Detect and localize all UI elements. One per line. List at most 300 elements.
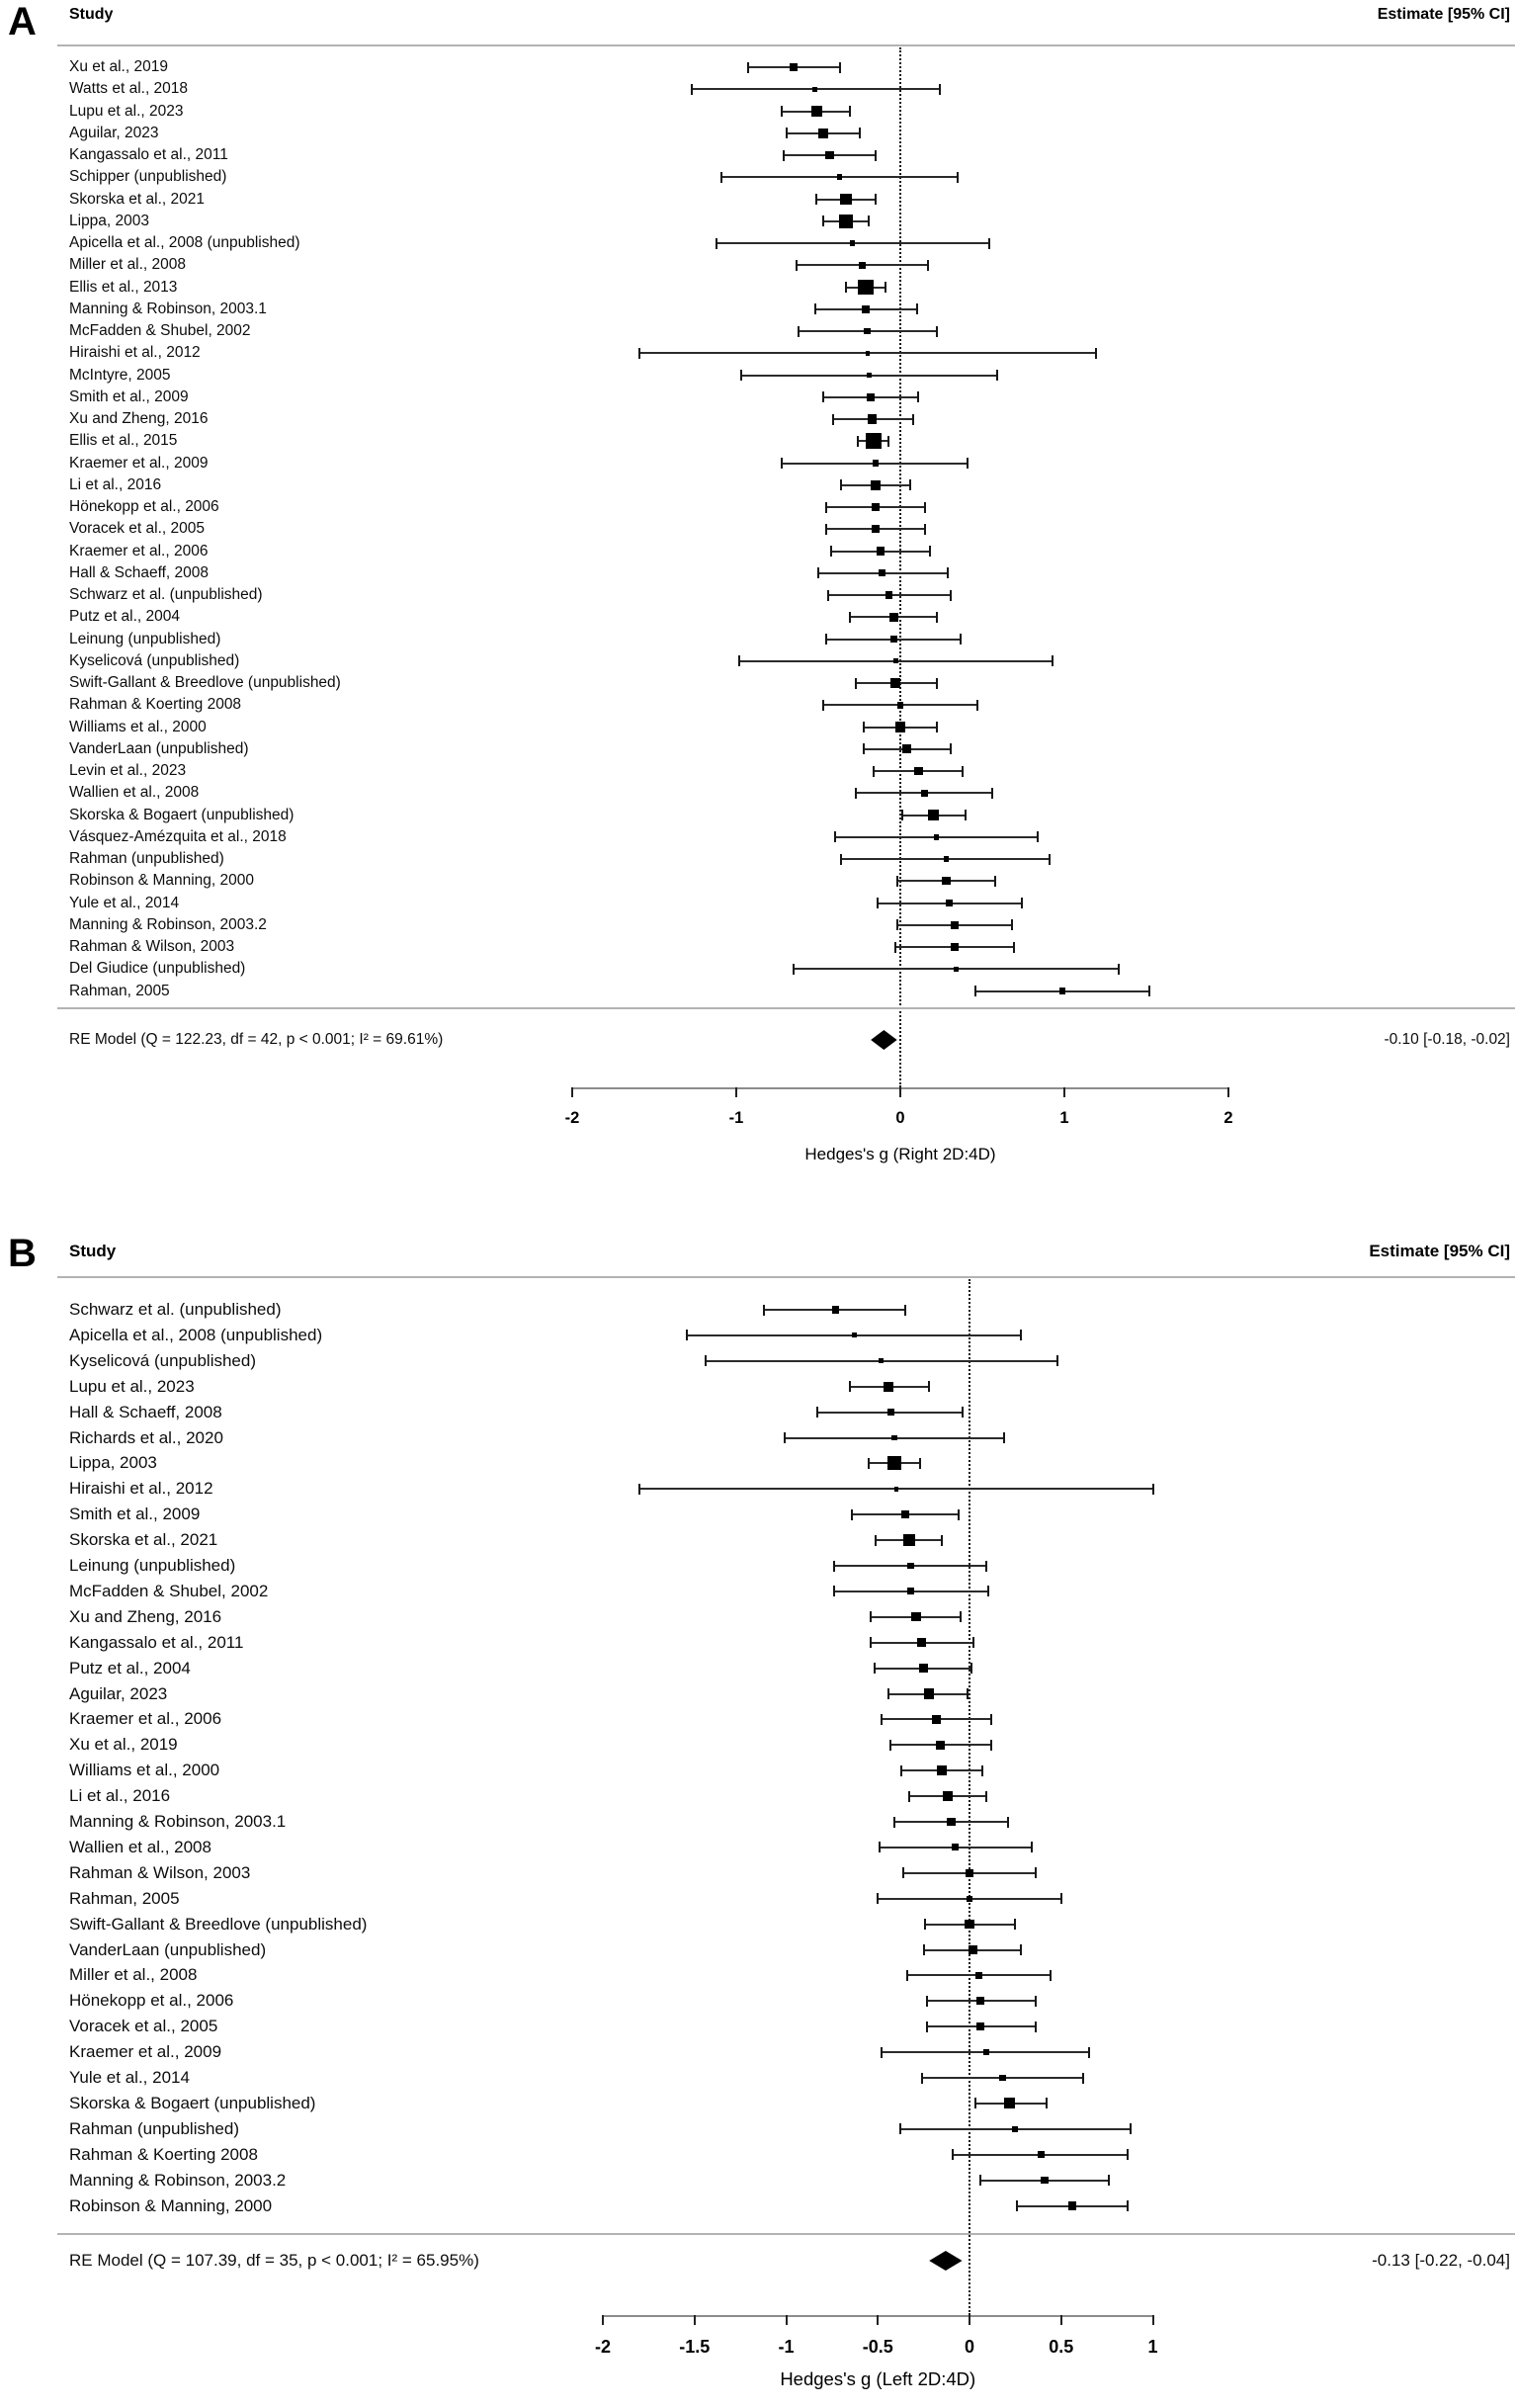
ci-cap-left: [974, 2098, 976, 2108]
study-name: McIntyre, 2005: [69, 366, 171, 384]
ci-cap-right: [936, 326, 938, 337]
x-axis-tick: [877, 2315, 879, 2325]
ci-cap-right: [1046, 2098, 1048, 2108]
study-name: Schwarz et al. (unpublished): [69, 1300, 282, 1319]
study-name: Ellis et al., 2015: [69, 432, 178, 450]
study-name: Lupu et al., 2023: [69, 102, 184, 120]
ci-cap-left: [686, 1330, 688, 1340]
ci-cap-left: [855, 788, 857, 799]
point-estimate-marker: [965, 1920, 973, 1929]
point-estimate-marker: [943, 1791, 953, 1801]
point-estimate-marker: [942, 877, 950, 885]
ci-cap-left: [827, 590, 829, 601]
study-name: Hönekopp et al., 2006: [69, 498, 219, 515]
x-axis-tick-label: 2: [1223, 1109, 1233, 1127]
ci-cap-right: [990, 1714, 992, 1725]
ci-cap-right: [1050, 1970, 1052, 1981]
ci-cap-left: [817, 567, 819, 578]
ci-cap-right: [849, 106, 851, 117]
point-estimate-marker: [879, 569, 885, 576]
ci-cap-left: [781, 458, 783, 469]
point-estimate-marker: [907, 1588, 914, 1594]
point-estimate-marker: [1038, 2151, 1045, 2158]
ci-cap-left: [763, 1305, 765, 1316]
x-axis-tick: [899, 1087, 901, 1097]
ci-cap-right: [839, 62, 841, 73]
ci-cap-right: [994, 876, 996, 887]
study-name: Xu and Zheng, 2016: [69, 410, 209, 427]
ci-cap-left: [849, 612, 851, 623]
study-name: Miller et al., 2008: [69, 1965, 198, 1985]
ci-cap-left: [832, 414, 834, 425]
point-estimate-marker: [1041, 2177, 1049, 2185]
study-name: Putz et al., 2004: [69, 1658, 191, 1677]
ci-cap-right: [985, 1561, 987, 1572]
x-axis-tick: [694, 2315, 696, 2325]
x-axis-tick-label: -0.5: [862, 2337, 893, 2357]
ci-cap-left: [833, 1586, 835, 1596]
re-model-estimate: -0.10 [-0.18, -0.02]: [1384, 1031, 1510, 1048]
panel-label: A: [8, 0, 37, 43]
ci-cap-right: [1056, 1355, 1058, 1366]
study-column-header: Study: [69, 1242, 117, 1260]
point-estimate-marker: [872, 525, 880, 533]
ci-cap-right: [1020, 1944, 1022, 1955]
point-estimate-marker: [1012, 2126, 1018, 2132]
ci-cap-left: [926, 2021, 928, 2032]
ci-cap-right: [1060, 1893, 1062, 1904]
study-name: Skorska et al., 2021: [69, 190, 205, 208]
ci-cap-right: [939, 84, 941, 95]
study-name: Wallien et al., 2008: [69, 784, 200, 802]
point-estimate-marker: [864, 328, 871, 335]
ci-cap-right: [976, 700, 978, 711]
x-axis-tick: [602, 2315, 604, 2325]
ci-cap-right: [962, 766, 964, 777]
ci-cap-right: [912, 414, 914, 425]
study-name: VanderLaan (unpublished): [69, 739, 249, 757]
study-name: Rahman & Wilson, 2003: [69, 1862, 251, 1882]
ci-cap-left: [881, 1714, 883, 1725]
point-estimate-marker: [917, 1638, 926, 1647]
ci-cap-right: [936, 678, 938, 689]
ci-cap-right: [1118, 964, 1120, 975]
point-estimate-marker: [914, 767, 923, 776]
ci-cap-right: [950, 590, 952, 601]
ci-cap-right: [960, 1611, 962, 1622]
ci-cap-left: [874, 1663, 876, 1674]
ci-cap-right: [868, 215, 870, 226]
study-name: Hiraishi et al., 2012: [69, 344, 201, 362]
point-estimate-marker: [903, 1534, 915, 1546]
ci-cap-right: [919, 1458, 921, 1469]
study-name: Kraemer et al., 2006: [69, 542, 209, 559]
study-name: Rahman & Koerting 2008: [69, 2144, 258, 2164]
re-model-label: RE Model (Q = 122.23, df = 42, p < 0.001; I² = 69.61%): [69, 1031, 444, 1048]
ci-cap-left: [815, 194, 817, 205]
ci-cap-right: [1031, 1842, 1033, 1852]
study-name: Levin et al., 2023: [69, 762, 187, 779]
point-estimate-marker: [858, 280, 874, 296]
point-estimate-marker: [946, 900, 953, 906]
ci-cap-left: [863, 722, 865, 732]
ci-cap-left: [887, 1688, 889, 1699]
point-estimate-marker: [868, 414, 877, 423]
ci-cap-right: [1088, 2047, 1090, 2058]
point-estimate-marker: [901, 1510, 910, 1519]
study-name: Manning & Robinson, 2003.1: [69, 1812, 287, 1831]
ci-cap-left: [902, 1867, 904, 1878]
ci-cap-right: [947, 567, 949, 578]
study-name: Robinson & Manning, 2000: [69, 2195, 273, 2215]
point-estimate-marker: [1059, 988, 1065, 993]
study-name: Miller et al., 2008: [69, 256, 187, 274]
study-name: McFadden & Shubel, 2002: [69, 322, 251, 339]
ci-cap-left: [877, 898, 879, 908]
study-name: VanderLaan (unpublished): [69, 1939, 267, 1959]
study-name: Manning & Robinson, 2003.1: [69, 300, 267, 317]
ci-cap-right: [972, 1637, 974, 1648]
study-name: Kangassalo et al., 2011: [69, 1632, 244, 1652]
point-estimate-marker: [889, 613, 898, 622]
study-name: Wallien et al., 2008: [69, 1837, 211, 1856]
study-name: Hiraishi et al., 2012: [69, 1479, 213, 1499]
ci-cap-left: [908, 1791, 910, 1802]
ci-cap-left: [868, 1458, 870, 1469]
study-column-header: Study: [69, 6, 114, 23]
study-name: Yule et al., 2014: [69, 894, 180, 911]
panel-label: B: [8, 1232, 37, 1275]
ci-cap-left: [822, 215, 824, 226]
ci-cap-right: [970, 1663, 972, 1674]
ci-cap-left: [793, 964, 795, 975]
ci-cap-left: [899, 2123, 901, 2134]
ci-cap-left: [924, 1919, 926, 1930]
ci-cap-right: [981, 1765, 983, 1776]
x-axis-tick-label: -2: [594, 2337, 611, 2357]
ci-cap-left: [825, 634, 827, 645]
study-name: Kraemer et al., 2009: [69, 2042, 222, 2062]
study-name: Apicella et al., 2008 (unpublished): [69, 1325, 323, 1344]
ci-cap-left: [781, 106, 783, 117]
x-axis-tick: [1227, 1087, 1229, 1097]
study-name: Kraemer et al., 2009: [69, 454, 209, 472]
study-name: Swift-Gallant & Breedlove (unpublished): [69, 1914, 368, 1934]
point-estimate-marker: [873, 460, 879, 466]
point-estimate-marker: [885, 591, 892, 598]
point-estimate-marker: [818, 129, 828, 138]
study-name: Manning & Robinson, 2003.2: [69, 2170, 287, 2190]
point-estimate-marker: [884, 1382, 893, 1392]
point-estimate-marker: [825, 151, 834, 160]
study-name: Skorska & Bogaert (unpublished): [69, 2093, 316, 2112]
ci-cap-right: [950, 743, 952, 754]
ci-cap-left: [814, 303, 816, 314]
point-estimate-marker: [866, 351, 871, 356]
ci-cap-left: [840, 479, 842, 490]
x-axis-title: Hedges's g (Right 2D:4D): [804, 1145, 996, 1163]
ci-cap-right: [988, 238, 990, 249]
point-estimate-marker: [911, 1612, 920, 1621]
study-name: Robinson & Manning, 2000: [69, 872, 254, 890]
summary-rule: [57, 2233, 1515, 2235]
study-name: Voracek et al., 2005: [69, 520, 206, 538]
ci-cap-left: [638, 348, 640, 359]
x-axis-tick-label: 0: [964, 2337, 974, 2357]
ci-cap-left: [875, 1535, 877, 1546]
x-axis-tick: [1063, 1087, 1065, 1097]
ci-cap-left: [740, 370, 742, 381]
ci-cap-left: [720, 172, 722, 183]
ci-cap-right: [987, 1586, 989, 1596]
ci-cap-left: [840, 854, 842, 865]
x-axis-tick-label: -2: [564, 1109, 580, 1127]
point-estimate-marker: [969, 1945, 977, 1954]
point-estimate-marker: [951, 943, 959, 951]
x-axis-tick-label: -1: [778, 2337, 795, 2357]
re-model-estimate: -0.13 [-0.22, -0.04]: [1372, 2251, 1510, 2270]
ci-cap-right: [941, 1535, 943, 1546]
estimate-column-header: Estimate [95% CI]: [1369, 1242, 1510, 1260]
study-name: Hall & Schaeff, 2008: [69, 563, 210, 581]
ci-cap-left: [974, 986, 976, 996]
ci-cap-right: [904, 1305, 906, 1316]
ci-cap-left: [691, 84, 693, 95]
ci-cap-left: [857, 436, 859, 447]
ci-cap-right: [1148, 986, 1150, 996]
point-estimate-marker: [887, 1409, 894, 1416]
ci-cap-right: [924, 502, 926, 513]
ci-cap-left: [796, 260, 798, 271]
ci-cap-right: [960, 634, 962, 645]
study-name: Rahman & Wilson, 2003: [69, 938, 235, 955]
ci-cap-right: [967, 1688, 969, 1699]
study-name: Yule et al., 2014: [69, 2068, 190, 2087]
ci-cap-right: [1127, 2149, 1129, 2160]
ci-cap-right: [859, 128, 861, 138]
point-estimate-marker: [840, 194, 852, 206]
ci-cap-left: [638, 1484, 640, 1495]
study-name: Li et al., 2016: [69, 1786, 171, 1806]
ci-cap-right: [967, 458, 969, 469]
point-estimate-marker: [872, 503, 880, 511]
x-axis-tick-label: 1: [1059, 1109, 1069, 1127]
ci-cap-right: [875, 194, 877, 205]
x-axis-tick-label: -1: [728, 1109, 744, 1127]
ci-cap-right: [927, 260, 929, 271]
study-name: Rahman & Koerting 2008: [69, 696, 242, 714]
study-name: Del Giudice (unpublished): [69, 960, 246, 978]
x-axis-tick: [786, 2315, 788, 2325]
ci-cap-left: [834, 831, 836, 842]
point-estimate-marker: [944, 856, 950, 862]
point-estimate-marker: [947, 1818, 955, 1826]
estimate-column-header: Estimate [95% CI]: [1377, 6, 1510, 23]
x-axis-tick: [969, 2315, 970, 2325]
study-name: Apicella et al., 2008 (unpublished): [69, 234, 300, 251]
study-name: Leinung (unpublished): [69, 630, 221, 647]
study-name: Li et al., 2016: [69, 475, 162, 493]
ci-cap-left: [979, 2175, 981, 2186]
ci-cap-left: [879, 1842, 881, 1852]
ci-cap-left: [896, 876, 898, 887]
study-name: Williams et al., 2000: [69, 1761, 220, 1780]
ci-cap-right: [916, 303, 918, 314]
summary-rule: [57, 1007, 1515, 1009]
ci-cap-right: [936, 722, 938, 732]
study-name: Lippa, 2003: [69, 212, 150, 229]
ci-cap-left: [894, 942, 896, 953]
point-estimate-marker: [852, 1333, 857, 1337]
point-estimate-marker: [859, 262, 866, 269]
point-estimate-marker: [934, 834, 940, 840]
point-estimate-marker: [921, 790, 928, 797]
study-name: Manning & Robinson, 2003.2: [69, 915, 267, 933]
ci-cap-right: [887, 436, 889, 447]
ci-cap-left: [863, 743, 865, 754]
point-estimate-marker: [877, 547, 885, 555]
ci-cap-left: [881, 2047, 883, 2058]
ci-cap-left: [923, 1944, 925, 1955]
ci-cap-left: [825, 524, 827, 535]
ci-cap-right: [1003, 1432, 1005, 1443]
ci-cap-left: [877, 1893, 879, 1904]
study-name: Smith et al., 2009: [69, 1505, 201, 1524]
re-model-diamond: [929, 2251, 962, 2271]
point-estimate-marker: [871, 480, 881, 490]
point-estimate-marker: [951, 921, 959, 929]
ci-cap-right: [928, 1381, 930, 1392]
point-estimate-marker: [1068, 2201, 1076, 2209]
ci-cap-right: [1035, 1996, 1037, 2007]
ci-cap-left: [870, 1611, 872, 1622]
ci-cap-right: [1130, 2123, 1132, 2134]
ci-cap-left: [896, 919, 898, 930]
ci-cap-left: [845, 282, 847, 293]
ci-cap-right: [1011, 919, 1013, 930]
point-estimate-marker: [811, 106, 822, 117]
ci-cap-right: [924, 524, 926, 535]
point-estimate-marker: [937, 1765, 947, 1775]
point-estimate-marker: [1004, 2098, 1015, 2108]
ci-cap-right: [909, 479, 911, 490]
ci-cap-right: [1013, 942, 1015, 953]
x-axis-title: Hedges's g (Left 2D:4D): [780, 2368, 976, 2389]
point-estimate-marker: [966, 1869, 973, 1877]
ci-cap-right: [996, 370, 998, 381]
point-estimate-marker: [983, 2049, 989, 2055]
point-estimate-marker: [952, 1844, 959, 1850]
ci-cap-left: [921, 2073, 923, 2084]
ci-cap-left: [784, 1432, 786, 1443]
ci-cap-left: [855, 678, 857, 689]
point-estimate-marker: [897, 702, 904, 709]
study-name: Xu et al., 2019: [69, 1735, 178, 1755]
ci-cap-right: [885, 282, 886, 293]
ci-cap-left: [1016, 2200, 1018, 2211]
study-name: Leinung (unpublished): [69, 1556, 236, 1575]
point-estimate-marker: [975, 1972, 982, 1979]
ci-cap-left: [825, 502, 827, 513]
study-name: Lippa, 2003: [69, 1453, 157, 1473]
point-estimate-marker: [837, 174, 843, 180]
point-estimate-marker: [790, 63, 799, 72]
study-name: Williams et al., 2000: [69, 718, 207, 735]
ci-cap-right: [917, 391, 919, 402]
ci-cap-left: [798, 326, 800, 337]
point-estimate-marker: [936, 1741, 945, 1750]
study-name: Aguilar, 2023: [69, 1683, 168, 1703]
ci-cap-left: [893, 1817, 895, 1828]
study-name: Ellis et al., 2013: [69, 278, 178, 296]
study-name: Voracek et al., 2005: [69, 2017, 218, 2036]
point-estimate-marker: [893, 658, 898, 663]
ci-cap-right: [957, 172, 959, 183]
point-estimate-marker: [976, 2022, 984, 2030]
point-estimate-marker: [862, 305, 870, 313]
study-name: Richards et al., 2020: [69, 1427, 223, 1447]
re-model-diamond: [871, 1030, 897, 1050]
ci-cap-left: [849, 1381, 851, 1392]
ci-cap-right: [1095, 348, 1097, 359]
point-estimate-marker: [999, 2075, 1006, 2082]
study-name: Rahman (unpublished): [69, 850, 224, 867]
ci-cap-left: [830, 546, 832, 557]
x-axis-tick: [571, 1087, 573, 1097]
study-name: Kangassalo et al., 2011: [69, 146, 228, 163]
point-estimate-marker: [887, 1456, 901, 1470]
study-name: Smith et al., 2009: [69, 387, 189, 405]
ci-cap-left: [926, 1996, 928, 2007]
ci-cap-right: [1108, 2175, 1110, 2186]
study-name: Skorska et al., 2021: [69, 1530, 218, 1550]
study-name: Skorska & Bogaert (unpublished): [69, 806, 295, 823]
ci-cap-left: [870, 1637, 872, 1648]
point-estimate-marker: [839, 215, 853, 228]
point-estimate-marker: [907, 1563, 914, 1570]
study-name: Aguilar, 2023: [69, 124, 159, 141]
point-estimate-marker: [867, 393, 876, 402]
point-estimate-marker: [867, 373, 872, 378]
ci-cap-right: [965, 810, 967, 820]
ci-cap-right: [1152, 1484, 1154, 1495]
ci-cap-right: [929, 546, 931, 557]
point-estimate-marker: [879, 1358, 884, 1363]
ci-cap-right: [1035, 2021, 1037, 2032]
point-estimate-marker: [812, 87, 817, 92]
zero-reference-line: [899, 47, 901, 1087]
study-name: Rahman, 2005: [69, 1888, 180, 1908]
ci-cap-right: [875, 150, 877, 161]
ci-cap-left: [747, 62, 749, 73]
point-estimate-marker: [891, 1435, 897, 1441]
study-name: Rahman, 2005: [69, 982, 170, 999]
study-name: Lupu et al., 2023: [69, 1376, 195, 1396]
point-estimate-marker: [928, 810, 939, 820]
point-estimate-marker: [832, 1306, 839, 1313]
ci-cap-right: [936, 612, 938, 623]
study-name: Putz et al., 2004: [69, 608, 181, 626]
ci-cap-right: [991, 788, 993, 799]
point-estimate-marker: [924, 1688, 934, 1698]
study-name: Xu and Zheng, 2016: [69, 1606, 222, 1626]
ci-cap-left: [822, 700, 824, 711]
study-name: Kyselicová (unpublished): [69, 1350, 256, 1370]
ci-cap-left: [906, 1970, 908, 1981]
point-estimate-marker: [932, 1715, 940, 1723]
study-name: Xu et al., 2019: [69, 58, 168, 75]
study-name: Watts et al., 2018: [69, 80, 189, 98]
